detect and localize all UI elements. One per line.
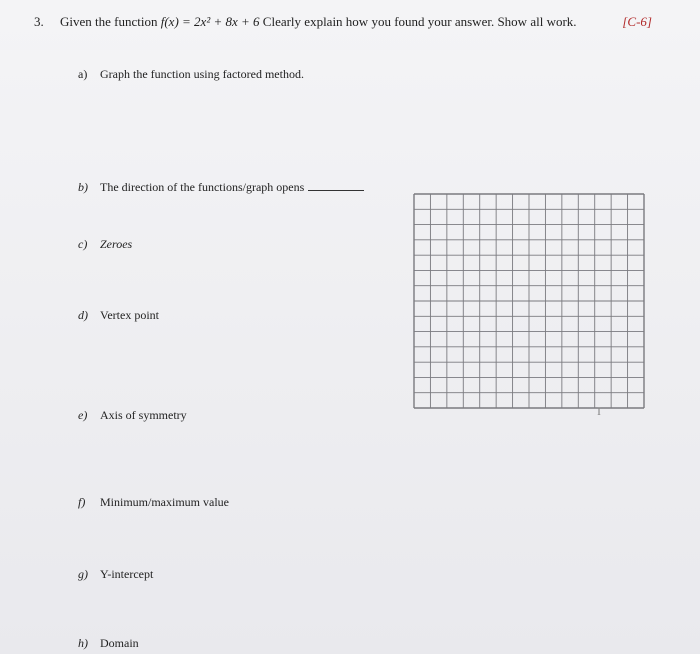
part-text: Domain	[100, 636, 139, 650]
part-c	[78, 237, 132, 252]
part-h	[78, 636, 139, 651]
part-text: Vertex point	[100, 308, 159, 322]
part-letter: c)	[78, 237, 88, 251]
part-text: Y-intercept	[100, 567, 154, 581]
function-expression: f(x) = 2x² + 8x + 6	[160, 14, 260, 29]
question-instructions: Clearly explain how you found your answer. Show all work.	[259, 14, 577, 29]
question-header	[34, 14, 674, 36]
part-b	[78, 180, 364, 195]
part-text: The direction of the functions/graph opens	[100, 180, 305, 194]
part-letter: d)	[78, 308, 88, 322]
question-prefix: Given the function	[60, 14, 161, 29]
part-text: Graph the function using factored method.	[100, 67, 304, 81]
axis-tick-mark: I	[597, 404, 601, 418]
question-text	[60, 14, 577, 30]
part-text: Zeroes	[100, 237, 133, 251]
part-a	[78, 67, 304, 82]
part-letter: e)	[78, 408, 88, 422]
part-letter: a)	[78, 67, 88, 81]
part-letter: g)	[78, 567, 88, 581]
part-text: Minimum/maximum value	[100, 495, 229, 509]
graph-grid-svg[interactable]	[413, 193, 645, 409]
part-letter: f)	[78, 495, 86, 509]
part-d	[78, 308, 159, 323]
answer-blank-line[interactable]	[308, 189, 364, 191]
part-letter: h)	[78, 636, 88, 650]
part-g	[78, 567, 153, 582]
mark-code: [C-6]	[622, 14, 652, 29]
part-text: Axis of symmetry	[100, 408, 187, 422]
question-number: 3.	[34, 14, 44, 29]
part-letter: b)	[78, 180, 88, 194]
part-e	[78, 408, 187, 423]
graph-grid[interactable]	[413, 193, 645, 409]
part-f	[78, 495, 229, 510]
